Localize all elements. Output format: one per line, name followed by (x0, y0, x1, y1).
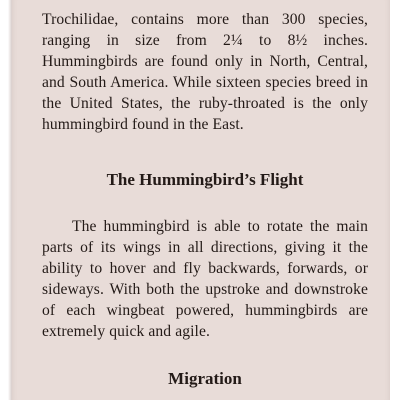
flight-heading: The Hummingbird’s Flight (106, 170, 304, 189)
migration-heading: Migration (168, 369, 242, 388)
intro-paragraph: Trochilidae, contains more than 300 species, ranging in size from 2¼ to 8½ inches. Hummingbirds are found only in North, Central, and South America. While sixteen species breed in the United States, the ruby-throated is the only hummingbird found in the East. (42, 10, 368, 133)
flight-paragraph: The hummingbird is able to rotate the main parts of its wings in all directions, giving it the ability to hover and fly backwards, forwards, or sideways. With both the upstroke and downstroke of each wingbeat powered, hummingbirds are extremely quick and agile. (42, 217, 368, 340)
